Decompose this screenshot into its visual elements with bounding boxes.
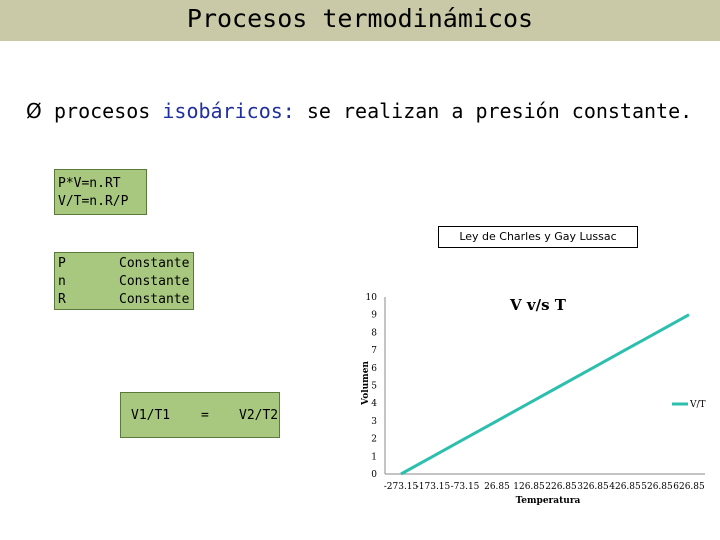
variable-name: R bbox=[58, 292, 66, 307]
y-tick-label: 10 bbox=[365, 293, 377, 303]
x-tick-label: 326.85 bbox=[577, 482, 609, 492]
variable-name: n bbox=[58, 274, 66, 289]
y-tick-label: 3 bbox=[371, 416, 377, 427]
y-tick-label: 7 bbox=[371, 346, 377, 357]
y-tick-label: 2 bbox=[371, 434, 377, 445]
y-tick-label: 9 bbox=[371, 310, 377, 321]
y-tick-label: 5 bbox=[371, 381, 377, 392]
variable-state: Constante bbox=[119, 256, 190, 271]
x-tick-label: -173.15 bbox=[415, 482, 451, 492]
x-tick-label: -273.15 bbox=[383, 482, 419, 492]
slide-title: Procesos termodinámicos bbox=[186, 4, 534, 33]
y-tick-label: 4 bbox=[371, 399, 377, 410]
x-tick-label: 426.85 bbox=[609, 482, 641, 492]
variable-state: Constante bbox=[119, 292, 190, 307]
ratio-equals: = bbox=[201, 407, 209, 423]
x-tick-label: 626.85 bbox=[673, 482, 705, 492]
legend-series-name: V/T bbox=[690, 400, 706, 410]
ratio-left: V1/T1 bbox=[131, 407, 171, 423]
formula-line-2: V/T=n.R/P bbox=[58, 194, 129, 209]
variable-state: Constante bbox=[119, 274, 190, 289]
x-tick-label: 526.85 bbox=[641, 482, 673, 492]
x-axis-label: Temperatura bbox=[515, 496, 581, 506]
y-tick-label: 6 bbox=[371, 363, 377, 374]
x-tick-label: -73.15 bbox=[450, 482, 480, 492]
chart-title: V v/s T bbox=[510, 296, 566, 314]
subtitle-keyword: isobáricos: bbox=[162, 99, 295, 123]
chart-header: Ley de Charles y Gay Lussac bbox=[438, 226, 638, 248]
formula-line-1: P*V=n.RT bbox=[58, 176, 121, 191]
variable-name: P bbox=[58, 256, 66, 271]
y-tick-label: 0 bbox=[371, 470, 377, 480]
chart-plot-area bbox=[355, 283, 713, 509]
x-tick-label: 226.85 bbox=[545, 482, 577, 492]
x-tick-label: 126.85 bbox=[513, 482, 545, 492]
y-tick-label: 8 bbox=[371, 328, 377, 339]
y-tick-label: 1 bbox=[371, 452, 377, 463]
ratio-right: V2/T2 bbox=[239, 407, 279, 423]
subtitle-suffix: se realizan a presión constante. bbox=[294, 99, 693, 123]
subtitle-prefix: procesos bbox=[54, 99, 163, 123]
x-tick-label: 26.85 bbox=[484, 482, 510, 492]
bullet-arrow-icon: Ø bbox=[26, 99, 42, 123]
y-axis-label: Volumen bbox=[361, 361, 371, 405]
